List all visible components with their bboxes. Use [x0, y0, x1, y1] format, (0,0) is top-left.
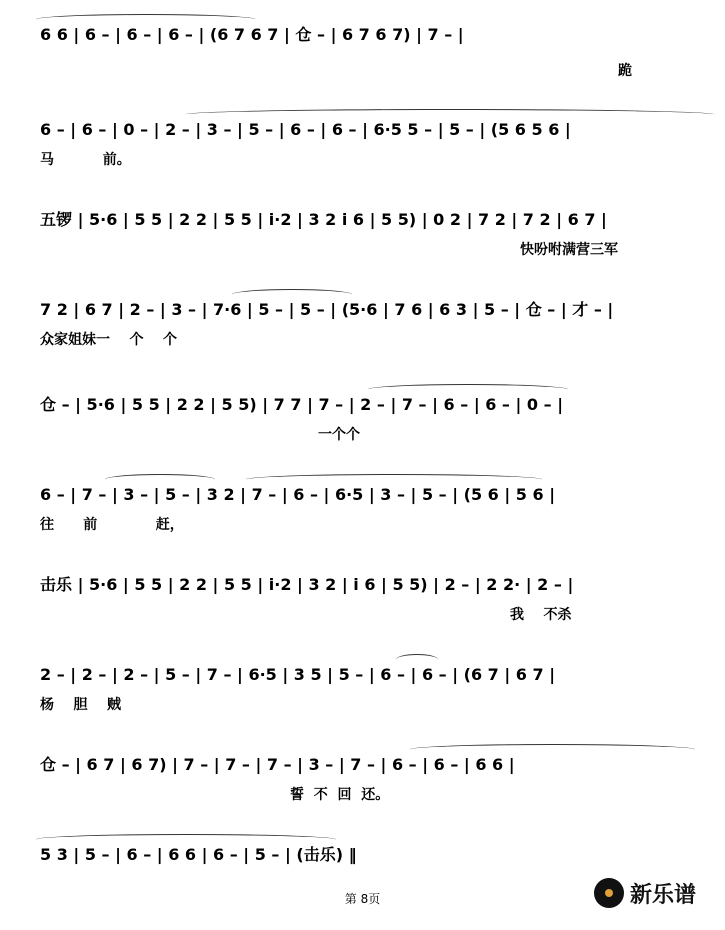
lyric-line: 往 前 赶， — [40, 517, 184, 533]
record-disc-icon — [594, 878, 624, 908]
lyric-line: 一个个 — [318, 427, 360, 443]
notation-line: 五锣 | 5·6 | 5 5 | 2 2 | 5 5 | i·2 | 3 2 i 6 | 5 5) | 0 2 | 7 2 | 7 2 | 6 7 | — [40, 210, 607, 229]
score-system-2 — [0, 115, 725, 205]
lyric-line: 我 不杀 — [510, 607, 572, 623]
notation-line: 6 – | 7 – | 3 – | 5 – | 3 2 | 7 – | 6 – | 6·5 | 3 – | 5 – | (5 6 | 5 6 | — [40, 485, 556, 504]
lyric-line: 快吩咐满营三军 — [520, 242, 618, 258]
lyric-line: 众家姐妹一 个 个 — [40, 332, 177, 348]
site-logo — [594, 873, 719, 913]
lyric-line: 誓 不 回 还。 — [290, 787, 390, 803]
score-system-8 — [0, 660, 725, 750]
score-system-6 — [0, 480, 725, 570]
score-system-7 — [0, 570, 725, 660]
score-system-5 — [0, 390, 725, 480]
lyric-line: 马 前。 — [40, 152, 131, 168]
score-system-9 — [0, 750, 725, 840]
score-system-4 — [0, 295, 725, 385]
lyric-line: 跪 — [618, 63, 632, 79]
score-system-3 — [0, 205, 725, 295]
notation-line: 7 2 | 6 7 | 2 – | 3 – | 7·6 | 5 – | 5 – | (5·6 | 7 6 | 6 3 | 5 – | 仓 – | 才 – | — [40, 300, 614, 319]
notation-line: 6 – | 6 – | 0 – | 2 – | 3 – | 5 – | 6 – | 6 – | 6·5 5 – | 5 – | (5 6 5 6 | — [40, 120, 571, 139]
notation-line: 2 – | 2 – | 2 – | 5 – | 7 – | 6·5 | 3 5 | 5 – | 6 – | 6 – | (6 7 | 6 7 | — [40, 665, 556, 684]
notation-line: 击乐 | 5·6 | 5 5 | 2 2 | 5 5 | i·2 | 3 2 | i 6 | 5 5) | 2 – | 2 2· | 2 – | — [40, 575, 574, 594]
score-system-1 — [0, 20, 725, 110]
notation-line: 仓 – | 5·6 | 5 5 | 2 2 | 5 5) | 7 7 | 7 – | 2 – | 7 – | 6 – | 6 – | 0 – | — [40, 395, 564, 414]
logo-text: 新乐谱 — [630, 882, 697, 908]
notation-line: 6 6 | 6 – | 6 – | 6 – | (6 7 6 7 | 仓 – | 6 7 6 7) | 7 – | — [40, 25, 464, 44]
lyric-line: 杨 胆 贼 — [40, 697, 121, 713]
notation-line: 5 3 | 5 – | 6 – | 6 6 | 6 – | 5 – | (击乐) ‖ — [40, 845, 357, 864]
notation-line: 仓 – | 6 7 | 6 7) | 7 – | 7 – | 7 – | 3 – | 7 – | 6 – | 6 – | 6 6 | — [40, 755, 515, 774]
page-number: 第 8页 — [344, 892, 381, 906]
